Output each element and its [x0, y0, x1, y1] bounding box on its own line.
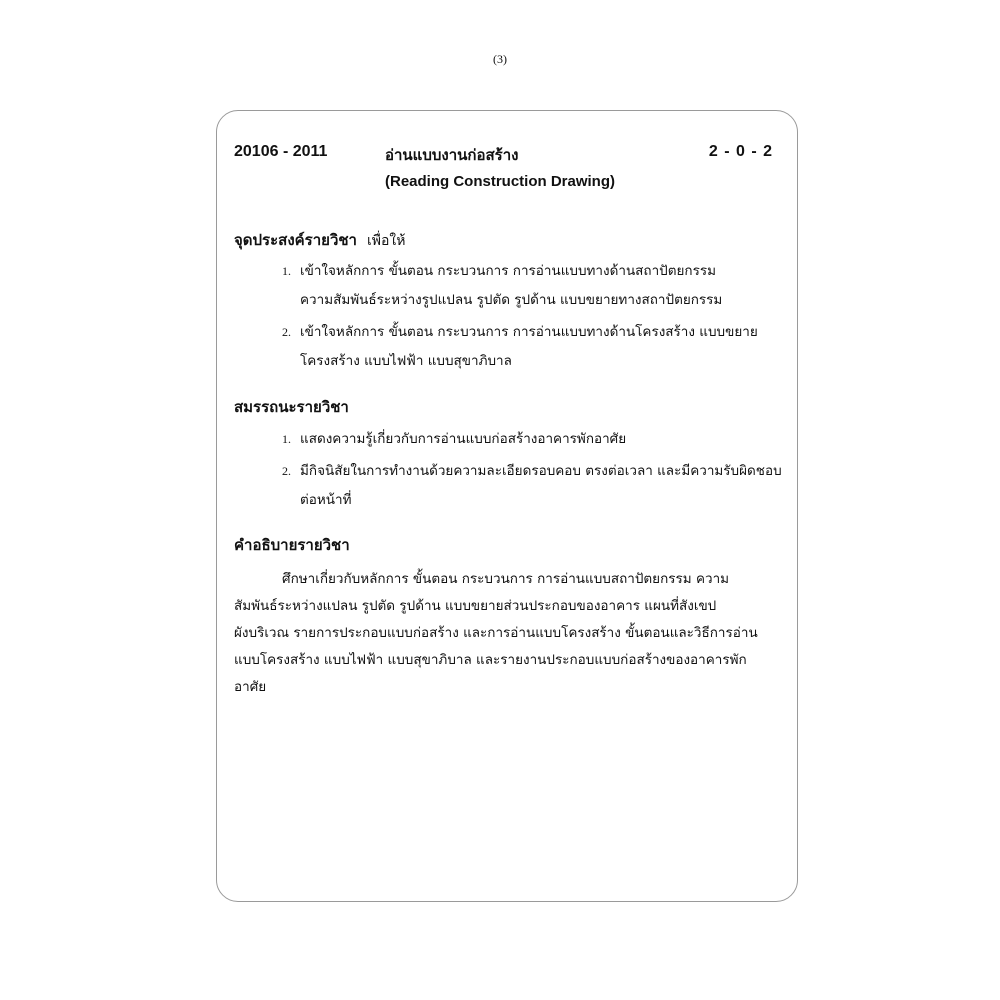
description-line: สัมพันธ์ระหว่างแปลน รูปตัด รูปด้าน แบบขยายส่วนประกอบของอาคาร แผนที่สังเขป: [234, 598, 717, 614]
objectives-list: [282, 257, 782, 379]
page-number: (3): [493, 52, 507, 66]
description-line: อาศัย: [234, 679, 267, 695]
competencies-heading: สมรรถนะรายวิชา: [234, 398, 349, 416]
list-item: [282, 318, 782, 376]
objectives-heading: [234, 228, 405, 252]
course-title-thai: อ่านแบบงานก่อสร้าง: [385, 147, 519, 164]
course-code: 20106 - 2011: [234, 143, 328, 160]
item-number: 1.: [282, 432, 291, 446]
item-line: เข้าใจหลักการ ขั้นตอน กระบวนการ การอ่านแบบทางด้านโครงสร้าง แบบขยาย: [300, 324, 758, 340]
item-line: แสดงความรู้เกี่ยวกับการอ่านแบบก่อสร้างอาคารพักอาศัย: [300, 431, 627, 447]
course-title-english: (Reading Construction Drawing): [385, 173, 615, 190]
item-line: ต่อหน้าที่: [300, 492, 352, 508]
item-line: ความสัมพันธ์ระหว่างรูปแปลน รูปตัด รูปด้าน แบบขยายทางสถาปัตยกรรม: [300, 292, 723, 308]
item-number: 2.: [282, 464, 291, 478]
description-body: [234, 566, 784, 701]
course-header: [234, 143, 774, 165]
list-item: [282, 425, 782, 454]
item-line: เข้าใจหลักการ ขั้นตอน กระบวนการ การอ่านแบบทางด้านสถาปัตยกรรม: [300, 263, 716, 279]
item-number: 1.: [282, 264, 291, 278]
list-item: [282, 457, 782, 515]
description-line: แบบโครงสร้าง แบบไฟฟ้า แบบสุขาภิบาล และรายงานประกอบแบบก่อสร้างของอาคารพัก: [234, 652, 747, 668]
description-heading: คำอธิบายรายวิชา: [234, 536, 350, 554]
list-item: [282, 257, 782, 315]
item-number: 2.: [282, 325, 291, 339]
course-credits: 2 - 0 - 2: [708, 143, 772, 160]
description-line: ผังบริเวณ รายการประกอบแบบก่อสร้าง และการอ่านแบบโครงสร้าง ขั้นตอนและวิธีการอ่าน: [234, 625, 758, 641]
item-line: มีกิจนิสัยในการทำงานด้วยความละเอียดรอบคอบ ตรงต่อเวลา และมีความรับผิดชอบ: [300, 463, 782, 479]
objectives-heading-suffix: เพื่อให้: [366, 233, 406, 249]
objectives-heading-text: จุดประสงค์รายวิชา: [234, 231, 357, 249]
item-line: โครงสร้าง แบบไฟฟ้า แบบสุขาภิบาล: [300, 353, 512, 369]
description-line: ศึกษาเกี่ยวกับหลักการ ขั้นตอน กระบวนการ การอ่านแบบสถาปัตยกรรม ความ: [282, 571, 730, 587]
competencies-list: [282, 425, 782, 518]
